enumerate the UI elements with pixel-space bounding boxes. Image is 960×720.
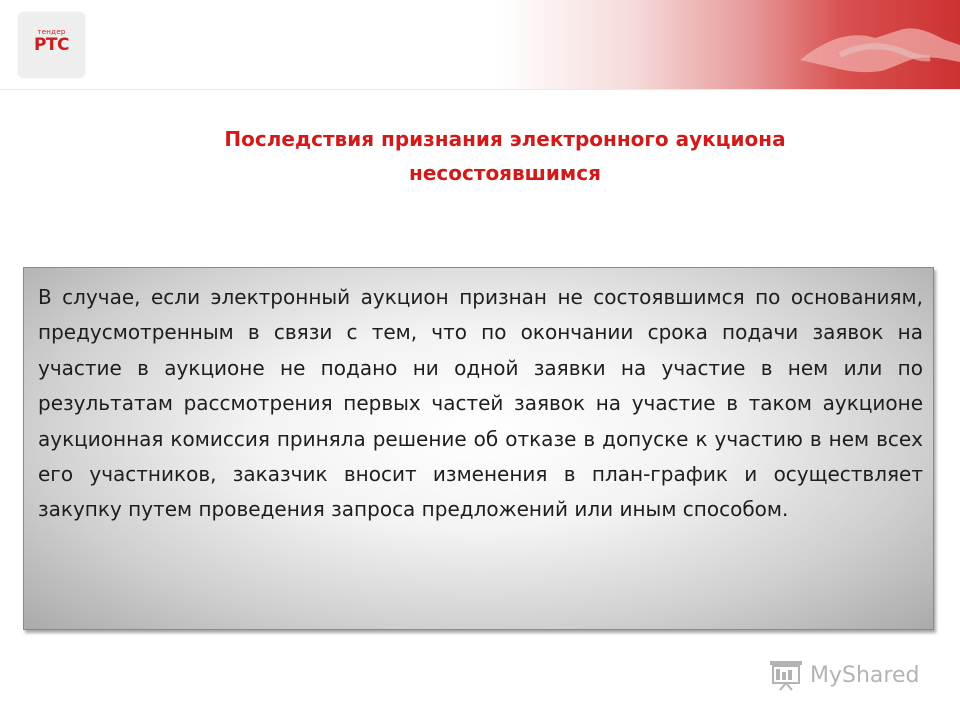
logo-main-text: РТС (33, 35, 70, 55)
myshared-watermark (768, 655, 938, 695)
content-card (23, 267, 934, 630)
logo-top-text: тендер (37, 28, 66, 36)
handshake-image (780, 0, 960, 90)
watermark-text: MyShared (810, 662, 920, 688)
header-band (0, 0, 960, 90)
rts-logo (18, 12, 85, 78)
presentation-board-icon (768, 659, 804, 691)
content-text: В случае, если электронный аукцион признан не состоявшимся по основаниям, предусмотренным в связи с тем, что по окончании срока подачи заявок на участие в аукционе не подано ни одной заявки на участие в нем или по результатам рассмотрения первых частей заявок на участие в таком аукционе аукционная комиссия приняла решение об отказе в допуске к участию в нем всех его участников, заказчик вносит изменения в план-график и осуществляет закупку путем проведения запроса предложений или иным способом. (38, 285, 923, 522)
slide-title: Последствия признания электронного аукциона несостоявшимся (224, 127, 786, 185)
